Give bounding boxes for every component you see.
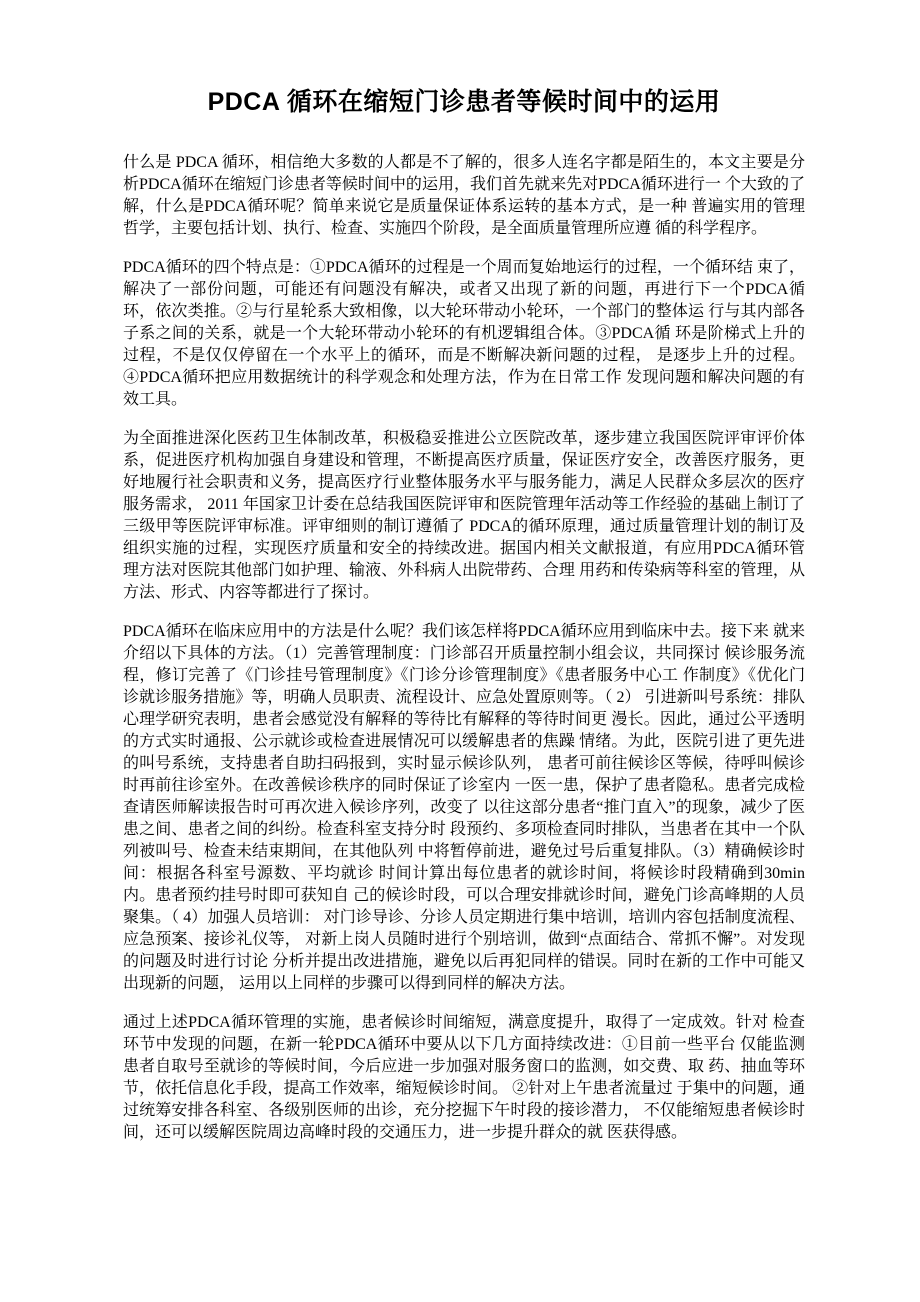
paragraph-intro: 什么是 PDCA 循环，相信绝大多数的人都是不了解的，很多人连名字都是陌生的，本文主要是分析PDCA循环在缩短门诊患者等候时间中的运用，我们首先就来先对PDCA循环进行一 个大致的了解，什么是PDCA循环呢？简单来说它是质量保证体系运转的基本方式，是一种 普遍实用的管理哲学，主要包括计划、执行、检查、实施四个阶段，是全面质量管理所应遵 循的科学程序。 xyxy=(123,154,805,237)
paragraph-clinical-methods: PDCA循环在临床应用中的方法是什么呢？我们该怎样将PDCA循环应用到临床中去。接下来 就来介绍以下具体的方法。（1）完善管理制度：门诊部召开质量控制小组会议，共同探讨 候诊服务流程，修订完善了《门诊挂号管理制度》《门诊分诊管理制度》《患者服务中心工 作制度》《优化门诊就诊服务措施》等，明确人员职责、流程设计、应急处置原则等。（ 2） 引进新叫号系统：排队心理学研究表明，患者会感觉没有解释的等待比有解释的等待时间更 漫长。因此，通过公平透明的方式实时通报、公示就诊或检查进展情况可以缓解患者的焦躁 情绪。为此，医院引进了更先进的叫号系统，支持患者自助扫码报到，实时显示候诊队列， 患者可前往候诊区等候，待呼叫候诊时再前往诊室外。在改善候诊秩序的同时保证了诊室内 一医一患，保护了患者隐私。患者完成检查请医师解读报告时可再次进入候诊序列，改变了 以往这部分患者“推门直入”的现象，减少了医患之间、患者之间的纠纷。检查科室支持分时 段预约、多项检查同时排队，当患者在其中一个队列被叫号、检查未结束期间，在其他队列 中将暂停前进，避免过号后重复排队。（3）精确候诊时间：根据各科室号源数、平均就诊 时间计算出每位患者的就诊时间，将候诊时段精确到30min内。患者预约挂号时即可获知自 己的候诊时段，可以合理安排就诊时间，避免门诊高峰期的人员聚集。（ 4）加强人员培训： 对门诊导诊、分诊人员定期进行集中培训，培训内容包括制度流程、应急预案、接诊礼仪等， 对新上岗人员随时进行个别培训，做到“点面结合、常抓不懈”。对发现的问题及时进行讨论 分析并提出改进措施，避免以后再犯同样的错误。同时在新的工作中可能又出现新的问题， 运用以上同样的步骤可以得到同样的解决方法。 xyxy=(123,623,805,992)
paragraph-results-improvements: 通过上述PDCA循环管理的实施，患者候诊时间缩短，满意度提升，取得了一定成效。针对 检查环节中发现的问题，在新一轮PDCA循环中要从以下几方面持续改进：①目前一些平台 仅能监测患者自取号至就诊的等候时间，今后应进一步加强对服务窗口的监测，如交费、取 药、抽血等环节，依托信息化手段，提高工作效率，缩短候诊时间。 ②针对上午患者流量过 于集中的问题，通过统筹安排各科室、各级别医师的出诊，充分挖掘下午时段的接诊潜力， 不仅能缩短患者候诊时间，还可以缓解医院周边高峰时段的交通压力，进一步提升群众的就 医获得感。 xyxy=(123,1014,805,1141)
paragraph-pdca-features: PDCA循环的四个特点是：①PDCA循环的过程是一个周而复始地运行的过程，一个循环结 束了，解决了一部份问题，可能还有问题没有解决，或者又出现了新的问题，再进行下一个PDCA循环，依次类推。②与行星轮系大致相像，以大轮环带动小轮环，一个部门的整体运 行与其内部各子系之间的关系，就是一个大轮环带动小轮环的有机逻辑组合体。③PDCA循 环是阶梯式上升的过程，不是仅仅停留在一个水平上的循环，而是不断解决新问题的过程， 是逐步上升的过程。④PDCA循环把应用数据统计的科学观念和处理方法，作为在日常工作 发现问题和解决问题的有效工具。 xyxy=(123,259,805,408)
document-title: PDCA 循环在缩短门诊患者等候时间中的运用 xyxy=(207,88,721,116)
paragraph-reform-background: 为全面推进深化医药卫生体制改革，积极稳妥推进公立医院改革，逐步建立我国医院评审评价体系，促进医疗机构加强自身建设和管理，不断提高医疗质量，保证医疗安全，改善医疗服务，更好地履行社会职责和义务，提高医疗行业整体服务水平与服务能力，满足人民群众多层次的医疗服务需求， 2011 年国家卫计委在总结我国医院评审和医院管理年活动等工作经验的基础上制订了三级甲等医院评审标准。评审细则的制订遵循了 PDCA的循环原理，通过质量管理计划的制订及组织实施的过程，实现医疗质量和安全的持续改进。据国内相关文献报道，有应用PDCA循环管理方法对医院其他部门如护理、输液、外科病人出院带药、合理 用药和传染病等科室的管理，从方法、形式、内容等都进行了探讨。 xyxy=(123,430,805,601)
document-body xyxy=(123,152,805,1144)
